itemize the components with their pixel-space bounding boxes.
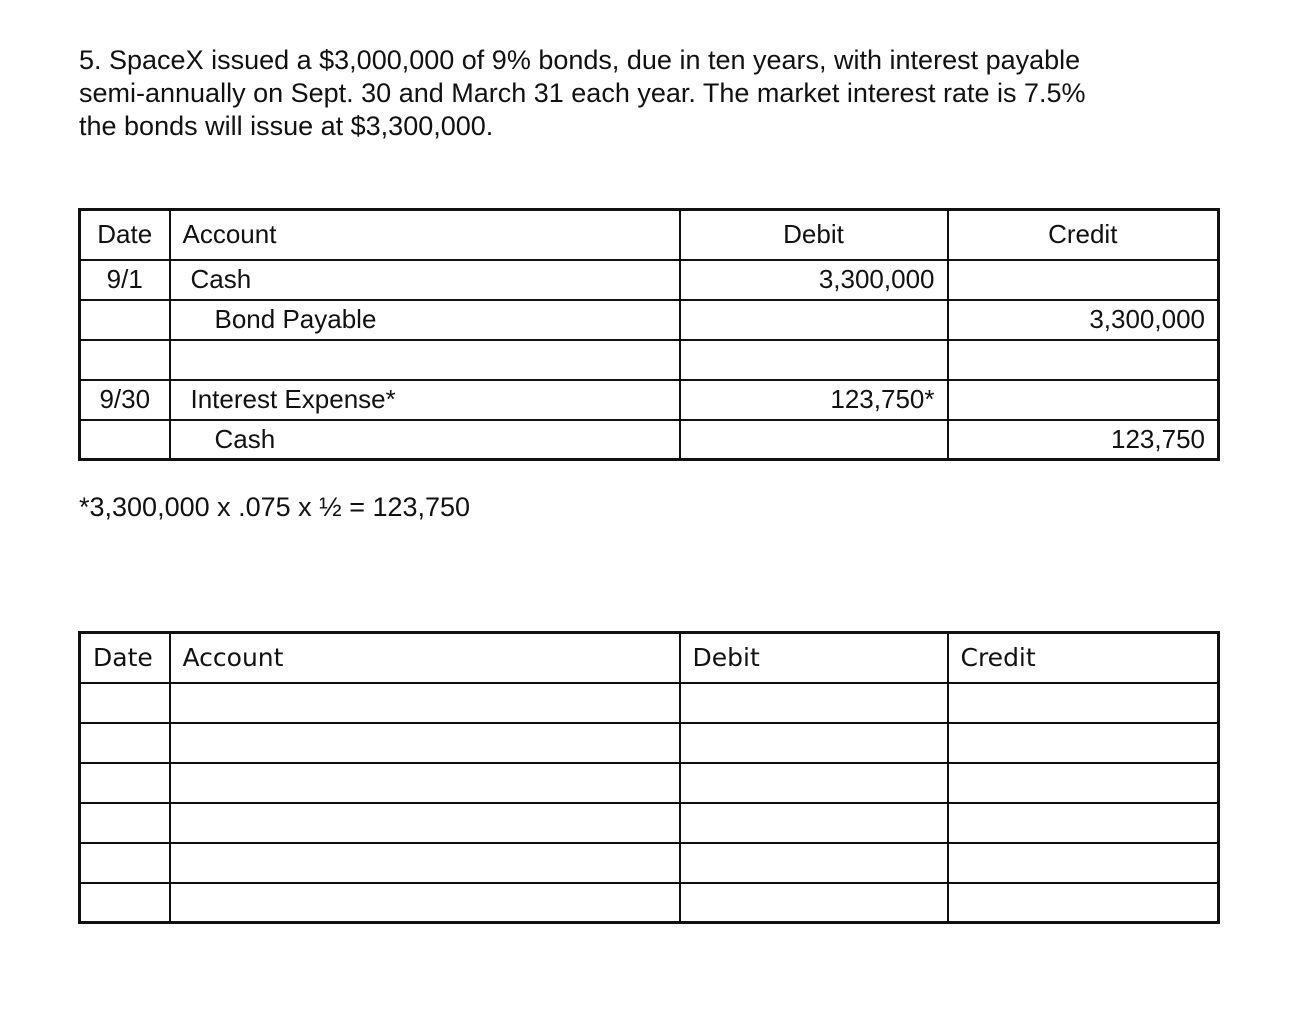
journal-entry-table-solved: [78, 208, 1220, 461]
blank-account-cell[interactable]: [170, 803, 680, 843]
row-debit: [680, 300, 948, 340]
row-account: Interest Expense*: [170, 380, 680, 420]
problem-line-3: the bonds will issue at $3,300,000.: [79, 111, 494, 141]
blank-debit-cell[interactable]: [680, 723, 948, 763]
row-credit: 3,300,000: [948, 300, 1219, 340]
row-account: Cash: [170, 420, 680, 460]
header-account: Account: [170, 633, 680, 683]
blank-credit-cell[interactable]: [948, 723, 1219, 763]
blank-debit-cell[interactable]: [680, 683, 948, 723]
journal-entry-table-blank: [78, 631, 1220, 924]
problem-statement: [79, 44, 1199, 143]
row-credit: [948, 380, 1219, 420]
blank-account-cell[interactable]: [170, 683, 680, 723]
blank-date-cell[interactable]: [80, 843, 170, 883]
blank-credit-cell[interactable]: [948, 803, 1219, 843]
blank-account-cell[interactable]: [170, 723, 680, 763]
problem-line-1: 5. SpaceX issued a $3,000,000 of 9% bonds, due in ten years, with interest payable: [79, 45, 1081, 75]
row-debit: 3,300,000: [680, 260, 948, 300]
blank-date-cell[interactable]: [80, 803, 170, 843]
header-debit: Debit: [680, 210, 948, 260]
table-row: [80, 260, 1219, 300]
blank-account-cell[interactable]: [170, 883, 680, 923]
blank-date-cell[interactable]: [80, 763, 170, 803]
header-date: Date: [80, 633, 170, 683]
table-row[interactable]: [80, 803, 1219, 843]
row-date: 9/1: [80, 260, 170, 300]
row-account: [170, 340, 680, 380]
blank-debit-cell[interactable]: [680, 803, 948, 843]
blank-date-cell[interactable]: [80, 683, 170, 723]
row-debit: 123,750*: [680, 380, 948, 420]
row-date: 9/30: [80, 380, 170, 420]
problem-line-2: semi-annually on Sept. 30 and March 31 each year. The market interest rate is 7.5%: [79, 78, 1086, 108]
blank-account-cell[interactable]: [170, 763, 680, 803]
table-row[interactable]: [80, 883, 1219, 923]
header-debit: Debit: [680, 633, 948, 683]
row-account: Cash: [170, 260, 680, 300]
row-account: Bond Payable: [170, 300, 680, 340]
blank-debit-cell[interactable]: [680, 883, 948, 923]
blank-debit-cell[interactable]: [680, 763, 948, 803]
table-row[interactable]: [80, 763, 1219, 803]
row-date: [80, 300, 170, 340]
header-credit: Credit: [948, 633, 1219, 683]
table-row[interactable]: [80, 843, 1219, 883]
table-row: [80, 420, 1219, 460]
interest-calculation-footnote: *3,300,000 x .075 x ½ = 123,750: [79, 492, 471, 522]
table-row[interactable]: [80, 723, 1219, 763]
blank-account-cell[interactable]: [170, 843, 680, 883]
blank-credit-cell[interactable]: [948, 883, 1219, 923]
blank-credit-cell[interactable]: [948, 683, 1219, 723]
row-credit: [948, 260, 1219, 300]
table-row[interactable]: [80, 683, 1219, 723]
table-row: [80, 300, 1219, 340]
row-debit: [680, 340, 948, 380]
blank-debit-cell[interactable]: [680, 843, 948, 883]
blank-date-cell[interactable]: [80, 883, 170, 923]
row-credit: 123,750: [948, 420, 1219, 460]
header-credit: Credit: [948, 210, 1219, 260]
row-date: [80, 340, 170, 380]
table-header-row: [80, 210, 1219, 260]
table-row: [80, 380, 1219, 420]
blank-date-cell[interactable]: [80, 723, 170, 763]
header-date: Date: [80, 210, 170, 260]
table-row: [80, 340, 1219, 380]
row-date: [80, 420, 170, 460]
blank-credit-cell[interactable]: [948, 763, 1219, 803]
header-account: Account: [170, 210, 680, 260]
row-debit: [680, 420, 948, 460]
blank-credit-cell[interactable]: [948, 843, 1219, 883]
table-header-row: [80, 633, 1219, 683]
row-credit: [948, 340, 1219, 380]
